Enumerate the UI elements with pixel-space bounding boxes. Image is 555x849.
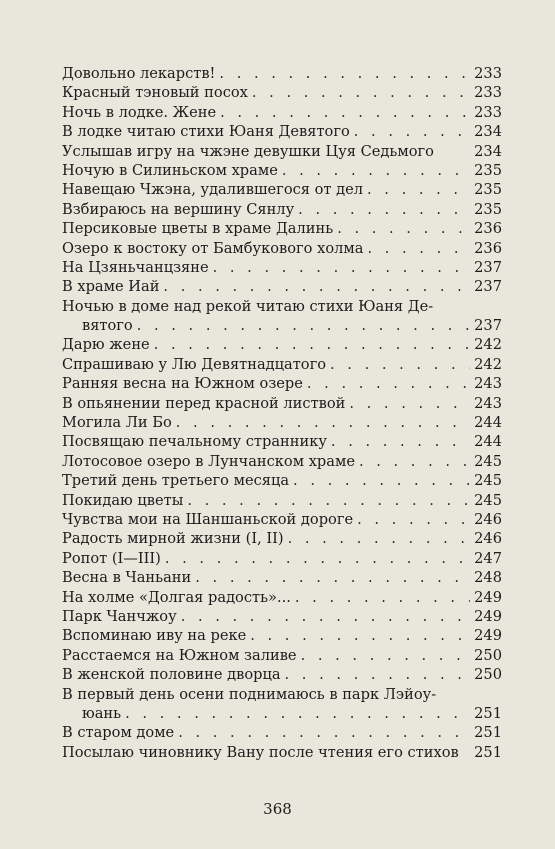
toc-entry-page: 249 bbox=[474, 588, 502, 606]
toc-entry-title: Третий день третьего месяца bbox=[62, 472, 290, 490]
toc-entry-page: 234 bbox=[474, 123, 502, 141]
toc-entry bbox=[62, 452, 502, 471]
dot-leader bbox=[354, 122, 470, 141]
toc-entry-title: Покидаю цветы bbox=[62, 491, 184, 509]
toc-entry-page: 235 bbox=[474, 181, 502, 199]
toc-entry-title: Расстаемся на Южном заливе bbox=[62, 646, 297, 664]
toc-entry-title: В опьянении перед красной листвой bbox=[62, 394, 346, 412]
dot-leader bbox=[195, 568, 470, 587]
dot-leader bbox=[163, 277, 470, 296]
dot-leader bbox=[137, 316, 470, 335]
toc-entry-title: Весна в Чаньани bbox=[62, 569, 192, 587]
toc-entry-title: Красный тэновый посох bbox=[62, 84, 248, 102]
dot-leader bbox=[220, 103, 470, 122]
toc-entry-title: На холме «Долгая радость»... bbox=[62, 588, 291, 606]
dot-leader bbox=[213, 258, 470, 277]
toc-entry-title: В лодке читаю стихи Юаня Девятого bbox=[62, 123, 350, 141]
toc-entry-page: 249 bbox=[474, 607, 502, 625]
toc-entry-page: 237 bbox=[474, 317, 502, 335]
dot-leader bbox=[359, 452, 470, 471]
toc-entry bbox=[62, 122, 502, 141]
toc-entry-page: 250 bbox=[474, 646, 502, 664]
toc-entry-title: Парк Чанчжоу bbox=[62, 607, 177, 625]
toc-entry bbox=[62, 432, 502, 451]
toc-entry-page: 243 bbox=[474, 394, 502, 412]
toc-entry-title: На Цзяньчанцзяне bbox=[62, 258, 209, 276]
toc-entry-page: 243 bbox=[474, 375, 502, 393]
toc-entry bbox=[62, 568, 502, 587]
toc-entry bbox=[62, 529, 502, 548]
toc-entry-title: Посылаю чиновнику Вану после чтения его стихов bbox=[62, 743, 459, 761]
dot-leader bbox=[165, 549, 470, 568]
toc-entry bbox=[62, 200, 502, 219]
dot-leader bbox=[307, 374, 470, 393]
toc-entry-page: 251 bbox=[474, 724, 502, 742]
toc-entry-page: 242 bbox=[474, 336, 502, 354]
toc-entry-title: В женской половине дворца bbox=[62, 666, 281, 684]
toc-entry bbox=[62, 161, 502, 180]
toc-entry-title: Ночью в доме над рекой читаю стихи Юаня Де- bbox=[62, 297, 434, 315]
dot-leader bbox=[349, 394, 470, 413]
toc-entry bbox=[62, 142, 502, 161]
toc-entry-page: 248 bbox=[474, 569, 502, 587]
toc-entry bbox=[62, 335, 502, 354]
toc-entry-title: Персиковые цветы в храме Далинь bbox=[62, 220, 334, 238]
toc-entry bbox=[62, 646, 502, 665]
dot-leader bbox=[154, 335, 470, 354]
toc-entry-page: 233 bbox=[474, 103, 502, 121]
toc-entry-page: 242 bbox=[474, 355, 502, 373]
dot-leader bbox=[367, 180, 470, 199]
toc-entry bbox=[62, 743, 502, 762]
toc-entry-page: 235 bbox=[474, 200, 502, 218]
toc-entry-page: 246 bbox=[474, 530, 502, 548]
toc-entry-page: 251 bbox=[474, 743, 502, 761]
dot-leader bbox=[357, 510, 470, 529]
toc-entry-page: 236 bbox=[474, 239, 502, 257]
dot-leader bbox=[285, 665, 470, 684]
toc-entry-page: 237 bbox=[474, 278, 502, 296]
toc-entry-title: юань bbox=[82, 704, 122, 722]
toc-entry bbox=[62, 723, 502, 742]
page-number: 368 bbox=[263, 800, 292, 818]
toc-entry-title: Ропот (I—III) bbox=[62, 549, 161, 567]
toc-entry-page: 246 bbox=[474, 510, 502, 528]
dot-leader bbox=[337, 219, 470, 238]
toc-entry-title: Радость мирной жизни (I, II) bbox=[62, 530, 284, 548]
dot-leader bbox=[178, 723, 470, 742]
toc-entry-page: 245 bbox=[474, 472, 502, 490]
dot-leader bbox=[331, 432, 470, 451]
toc-entry-page: 245 bbox=[474, 491, 502, 509]
toc-entry bbox=[62, 588, 502, 607]
toc-entry bbox=[62, 83, 502, 102]
toc-entry-page: 233 bbox=[474, 65, 502, 82]
toc-entry-title: Спрашиваю у Лю Девятнадцатого bbox=[62, 355, 327, 373]
toc-entry bbox=[62, 491, 502, 510]
toc-entry-title: Озеро к востоку от Бамбукового холма bbox=[62, 239, 364, 257]
toc-entry-page: 235 bbox=[474, 161, 502, 179]
toc-entry-title: Услышав игру на чжэне девушки Цуя Седьмого bbox=[62, 142, 434, 160]
dot-leader bbox=[176, 413, 470, 432]
dot-leader bbox=[367, 239, 470, 258]
toc-entry-page: 249 bbox=[474, 627, 502, 645]
dot-leader bbox=[295, 588, 470, 607]
toc-entry bbox=[62, 374, 502, 393]
toc-entry-title: Довольно лекарств! bbox=[62, 65, 216, 82]
toc-entry-title: Посвящаю печальному страннику bbox=[62, 433, 327, 451]
toc-entry-page: 247 bbox=[474, 549, 502, 567]
toc-entry bbox=[62, 64, 502, 83]
toc-entry bbox=[62, 297, 502, 316]
toc-entry-page: 237 bbox=[474, 258, 502, 276]
dot-leader bbox=[293, 471, 470, 490]
toc-entry-title: Вспоминаю иву на реке bbox=[62, 627, 247, 645]
toc-entry bbox=[62, 316, 502, 335]
toc-entry-page: 244 bbox=[474, 433, 502, 451]
toc-entry-page: 233 bbox=[474, 84, 502, 102]
toc-entry-page: 234 bbox=[474, 142, 502, 160]
toc-entry-page: 244 bbox=[474, 414, 502, 432]
dot-leader bbox=[250, 626, 470, 645]
toc-entry bbox=[62, 103, 502, 122]
toc-entry bbox=[62, 239, 502, 258]
toc-entry bbox=[62, 277, 502, 296]
toc-entry-page: 251 bbox=[474, 704, 502, 722]
toc-entry-title: Могила Ли Бо bbox=[62, 414, 172, 432]
toc-entry bbox=[62, 219, 502, 238]
toc-entry-page: 250 bbox=[474, 666, 502, 684]
toc-entry-title: В старом доме bbox=[62, 724, 175, 742]
dot-leader bbox=[288, 529, 470, 548]
dot-leader bbox=[219, 64, 470, 83]
toc-entry bbox=[62, 510, 502, 529]
toc-entry bbox=[62, 413, 502, 432]
toc-entry-title: Навещаю Чжэна, удалившегося от дел bbox=[62, 181, 364, 199]
toc-entry bbox=[62, 685, 502, 704]
toc-entry bbox=[62, 471, 502, 490]
toc-entry-title: Ранняя весна на Южном озере bbox=[62, 375, 303, 393]
toc-entry bbox=[62, 355, 502, 374]
dot-leader bbox=[187, 491, 470, 510]
toc-entry-title: вятого bbox=[82, 317, 133, 335]
toc-entry bbox=[62, 607, 502, 626]
toc-entry bbox=[62, 394, 502, 413]
toc-entry bbox=[62, 258, 502, 277]
dot-leader bbox=[125, 704, 470, 723]
toc-entry bbox=[62, 180, 502, 199]
toc-entry bbox=[62, 549, 502, 568]
toc-entry-title: Ночь в лодке. Жене bbox=[62, 103, 217, 121]
toc-entry-title: В первый день осени поднимаюсь в парк Лэйоу- bbox=[62, 685, 437, 703]
toc-entry bbox=[62, 626, 502, 645]
toc-entry bbox=[62, 665, 502, 684]
table-of-contents bbox=[62, 64, 502, 762]
toc-entry-title: Ночую в Силиньском храме bbox=[62, 161, 278, 179]
toc-entry-title: Взбираюсь на вершину Сянлу bbox=[62, 200, 295, 218]
toc-entry-title: Чувства мои на Шаншаньской дороге bbox=[62, 510, 354, 528]
toc-entry bbox=[62, 704, 502, 723]
dot-leader bbox=[330, 355, 470, 374]
dot-leader bbox=[181, 607, 470, 626]
toc-entry-title: Дарю жене bbox=[62, 336, 150, 354]
toc-entry-title: В храме Иай bbox=[62, 278, 160, 296]
dot-leader bbox=[298, 200, 470, 219]
toc-entry-page: 236 bbox=[474, 220, 502, 238]
dot-leader bbox=[252, 83, 470, 102]
toc-entry-page: 245 bbox=[474, 452, 502, 470]
dot-leader bbox=[301, 646, 470, 665]
dot-leader bbox=[282, 161, 470, 180]
toc-entry-title: Лотосовое озеро в Лунчанском храме bbox=[62, 452, 355, 470]
